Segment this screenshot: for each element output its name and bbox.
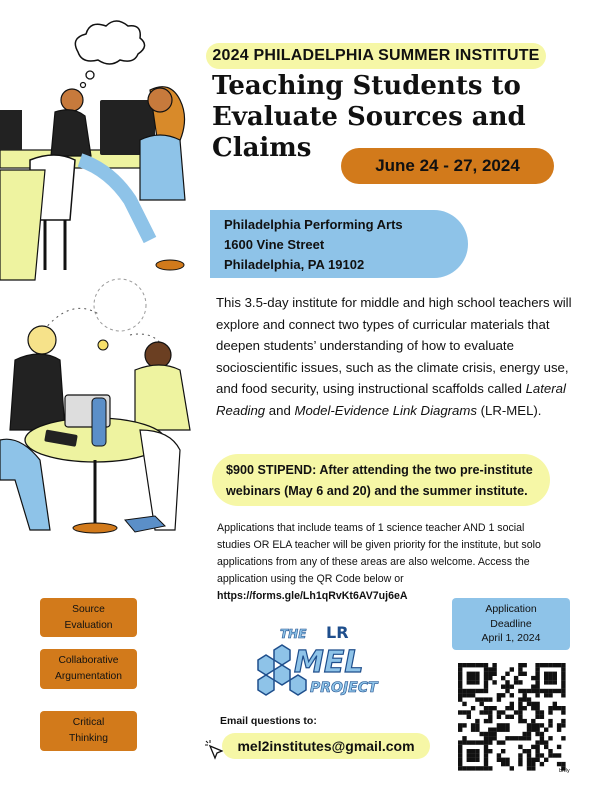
title-line: Teaching Students to — [212, 71, 521, 101]
application-deadline — [452, 598, 570, 650]
teachers-collaborating-illustration — [0, 0, 200, 560]
applications-note — [217, 520, 557, 605]
description-text: (LR-MEL). — [476, 402, 542, 418]
institute-description — [216, 292, 576, 421]
description-term: Lateral Reading — [216, 381, 566, 418]
tag-collaborative-argumentation: Collaborative Argumentation — [40, 649, 137, 689]
title-line: Evaluate Sources and — [212, 102, 526, 132]
tag-source-evaluation: Source Evaluation — [40, 598, 137, 637]
stipend-callout: $900 STIPEND: After attending the two pre-institute webinars (May 6 and 20) and the summer institute. — [212, 454, 550, 506]
deadline-line: Deadline — [490, 617, 532, 630]
email-label: Email questions to: — [220, 715, 317, 727]
tag-critical-thinking: Critical Thinking — [40, 711, 137, 751]
description-text: This 3.5-day institute for middle and high school teachers will explore and connect two types of curricular materials that deepen students’ understanding of how to evaluate socioscientific issues, such as the climate crisis, energy use, and food security, using instructional scaffolds called — [216, 295, 572, 396]
logo-the: THE — [280, 627, 307, 641]
logo-mel: MEL — [294, 645, 364, 680]
logo-lr: LR — [326, 623, 349, 642]
lr-mel-project-logo — [244, 620, 404, 702]
venue-address — [210, 210, 468, 278]
qr-caption: bitly — [559, 768, 570, 774]
venue-name: Philadelphia Performing Arts — [224, 217, 403, 232]
title-line: Claims — [212, 133, 312, 163]
description-text: and — [265, 402, 295, 418]
deadline-line: Application — [485, 603, 537, 616]
deadline-date: April 1, 2024 — [481, 632, 541, 645]
venue-street: 1600 Vine Street — [224, 237, 325, 252]
venue-city: Philadelphia, PA 19102 — [224, 257, 365, 272]
logo-project: PROJECT — [310, 680, 378, 696]
application-link[interactable]: https://forms.gle/Lh1qRvKt6AV7uj6eA — [217, 590, 408, 602]
contact-email[interactable]: mel2institutes@gmail.com — [222, 733, 430, 759]
event-dates: June 24 - 27, 2024 — [341, 148, 554, 184]
application-qr-code[interactable] — [455, 660, 570, 775]
institute-banner: 2024 PHILADELPHIA SUMMER INSTITUTE — [206, 43, 546, 69]
description-term: Model-Evidence Link Diagrams — [294, 402, 477, 418]
applications-text: Applications that include teams of 1 science teacher AND 1 social studies OR ELA teacher will be given priority for the institute, but solo applications from any of these areas are also welcome. Access the application using the QR Code below or — [217, 522, 541, 585]
